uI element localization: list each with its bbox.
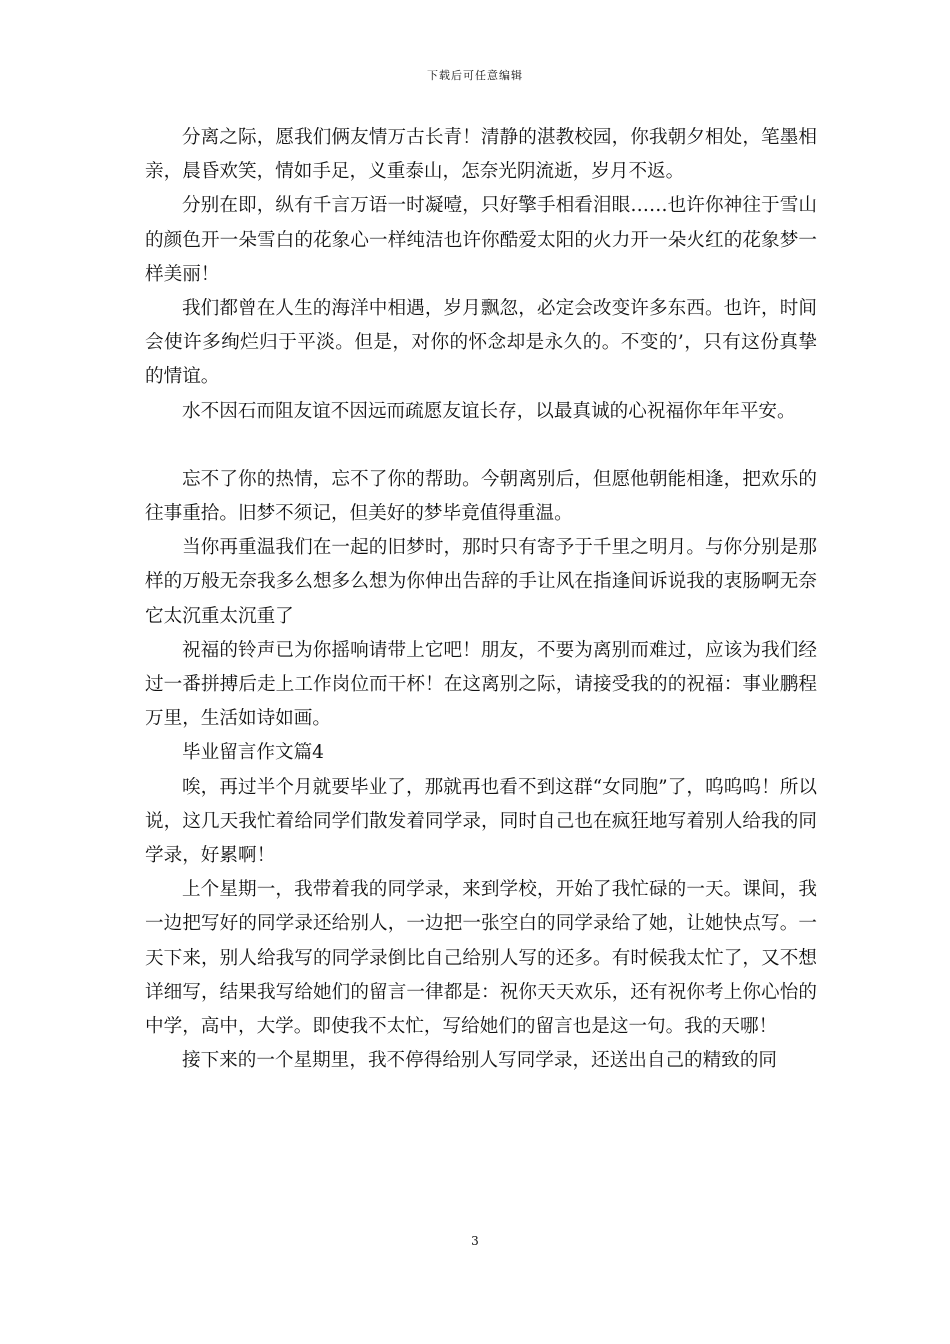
section-heading: 毕业留言作文篇4 xyxy=(182,742,324,764)
paragraph: 我们都曾在人生的海洋中相遇，岁月飘忽，必定会改变许多东西。也许，时间会使许多绚烂归于平淡。但是，对你的怀念却是永久的。不变的’，只有这份真挚的情谊。 xyxy=(145,298,817,388)
paragraph: 接下来的一个星期里，我不停得给别人写同学录，还送出自己的精致的同 xyxy=(182,1050,778,1072)
paragraph: 分别在即，纵有千言万语一时凝噎，只好擎手相看泪眼……也许你神往于雪山的颜色开一朵雪白的花象心一样纯洁也许你酷爱太阳的火力开一朵火红的花象梦一样美丽！ xyxy=(145,195,817,285)
document-body xyxy=(145,121,817,1078)
blank-line xyxy=(145,429,817,463)
paragraph: 分离之际，愿我们俩友情万古长青！清静的湛教校园，你我朝夕相处，笔墨相亲，晨昏欢笑，情如手足，义重泰山，怎奈光阴流逝，岁月不返。 xyxy=(145,127,817,183)
paragraph: 上个星期一，我带着我的同学录，来到学校，开始了我忙碌的一天。课间，我一边把写好的同学录还给别人，一边把一张空白的同学录给了她，让她快点写。一天下来，别人给我写的同学录倒比自己给别人写的还多。有时候我太忙了，又不想详细写，结果我写给她们的留言一律都是：祝你天天欢乐，还有祝你考上你心怡的中学，高中，大学。即使我不太忙，写给她们的留言也是这一句。我的天哪！ xyxy=(145,879,817,1038)
paragraph: 水不因石而阻友谊不因远而疏愿友谊长存，以最真诚的心祝福你年年平安。 xyxy=(182,400,796,422)
paragraph: 唉，再过半个月就要毕业了，那就再也看不到这群“女同胞”了，呜呜呜！所以说，这几天我忙着给同学们散发着同学录，同时自己也在疯狂地写着别人给我的同学录，好累啊！ xyxy=(145,776,817,867)
paragraph: 祝福的铃声已为你摇响请带上它吧！朋友，不要为离别而难过，应该为我们经过一番拼搏后走上工作岗位而干杯！在这离别之际，请接受我的的祝福：事业鹏程万里，生活如诗如画。 xyxy=(145,639,817,730)
page-number: 3 xyxy=(471,1234,479,1248)
page-header: 下载后可任意编辑 xyxy=(427,69,523,82)
paragraph: 忘不了你的热情，忘不了你的帮助。今朝离别后，但愿他朝能相逢，把欢乐的往事重拾。旧梦不须记，但美好的梦毕竟值得重温。 xyxy=(145,468,817,525)
paragraph: 当你再重温我们在一起的旧梦时，那时只有寄予于千里之明月。与你分别是那样的万般无奈我多么想多么想为你伸出告辞的手让风在指逢间诉说我的衷肠啊无奈它太沉重太沉重了 xyxy=(145,537,817,627)
